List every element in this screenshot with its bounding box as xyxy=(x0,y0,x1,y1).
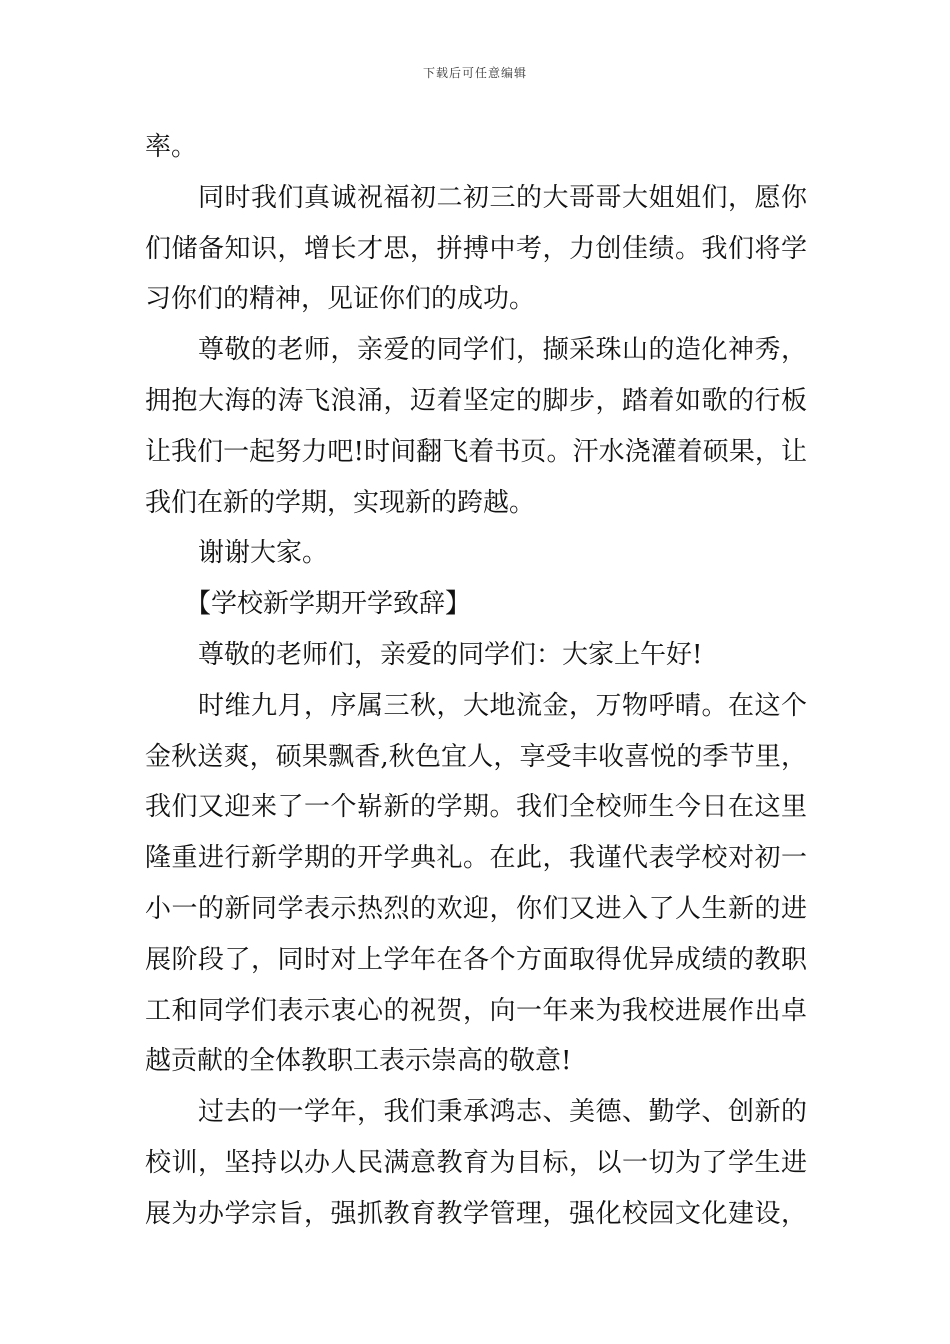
document-body xyxy=(145,122,807,1240)
page-header-note: 下载后可任意编辑 xyxy=(422,66,527,80)
text-line: 我们在新的学期，实现新的跨越。 xyxy=(145,487,536,518)
text-line: 工和同学们表示衷心的祝贺，向一年来为我校进展作出卓 xyxy=(145,995,807,1026)
text-line: 让我们一起努力吧!时间翻飞着书页。汗水浇灌着硕果，让 xyxy=(145,436,807,467)
text-line: 习你们的精神，见证你们的成功。 xyxy=(145,284,536,315)
text-line: 金秋送爽，硕果飘香,秋色宜人，享受丰收喜悦的季节里， xyxy=(145,741,807,772)
text-line: 过去的一学年，我们秉承鸿志、美德、勤学、创新的 xyxy=(198,1097,807,1128)
text-line: 谢谢大家。 xyxy=(198,538,329,569)
text-line: 同时我们真诚祝福初二初三的大哥哥大姐姐们，愿你 xyxy=(198,182,807,213)
section-heading: 【学校新学期开学致辞】 xyxy=(185,589,472,620)
text-line: 拥抱大海的涛飞浪涌，迈着坚定的脚步，踏着如歌的行板 xyxy=(145,385,807,416)
text-line: 小一的新同学表示热烈的欢迎，你们又进入了人生新的进 xyxy=(145,893,807,924)
text-line: 展阶段了，同时对上学年在各个方面取得优异成绩的教职 xyxy=(145,944,807,975)
text-line: 隆重进行新学期的开学典礼。在此，我谨代表学校对初一 xyxy=(145,843,807,874)
text-line: 率。 xyxy=(145,132,198,162)
text-line: 校训，坚持以办人民满意教育为目标，以一切为了学生进 xyxy=(145,1147,807,1178)
text-line: 时维九月，序属三秋，大地流金，万物呼晴。在这个 xyxy=(198,690,807,721)
text-line: 尊敬的老师们，亲爱的同学们：大家上午好! xyxy=(198,639,703,670)
text-line: 越贡献的全体教职工表示崇高的敬意! xyxy=(145,1046,572,1077)
text-line: 我们又迎来了一个崭新的学期。我们全校师生今日在这里 xyxy=(145,792,807,823)
text-line: 展为办学宗旨，强抓教育教学管理，强化校园文化建设， xyxy=(145,1198,807,1229)
text-line: 尊敬的老师，亲爱的同学们，撷采珠山的造化神秀， xyxy=(198,335,807,366)
text-line: 们储备知识，增长才思，拼搏中考，力创佳绩。我们将学 xyxy=(145,233,807,264)
